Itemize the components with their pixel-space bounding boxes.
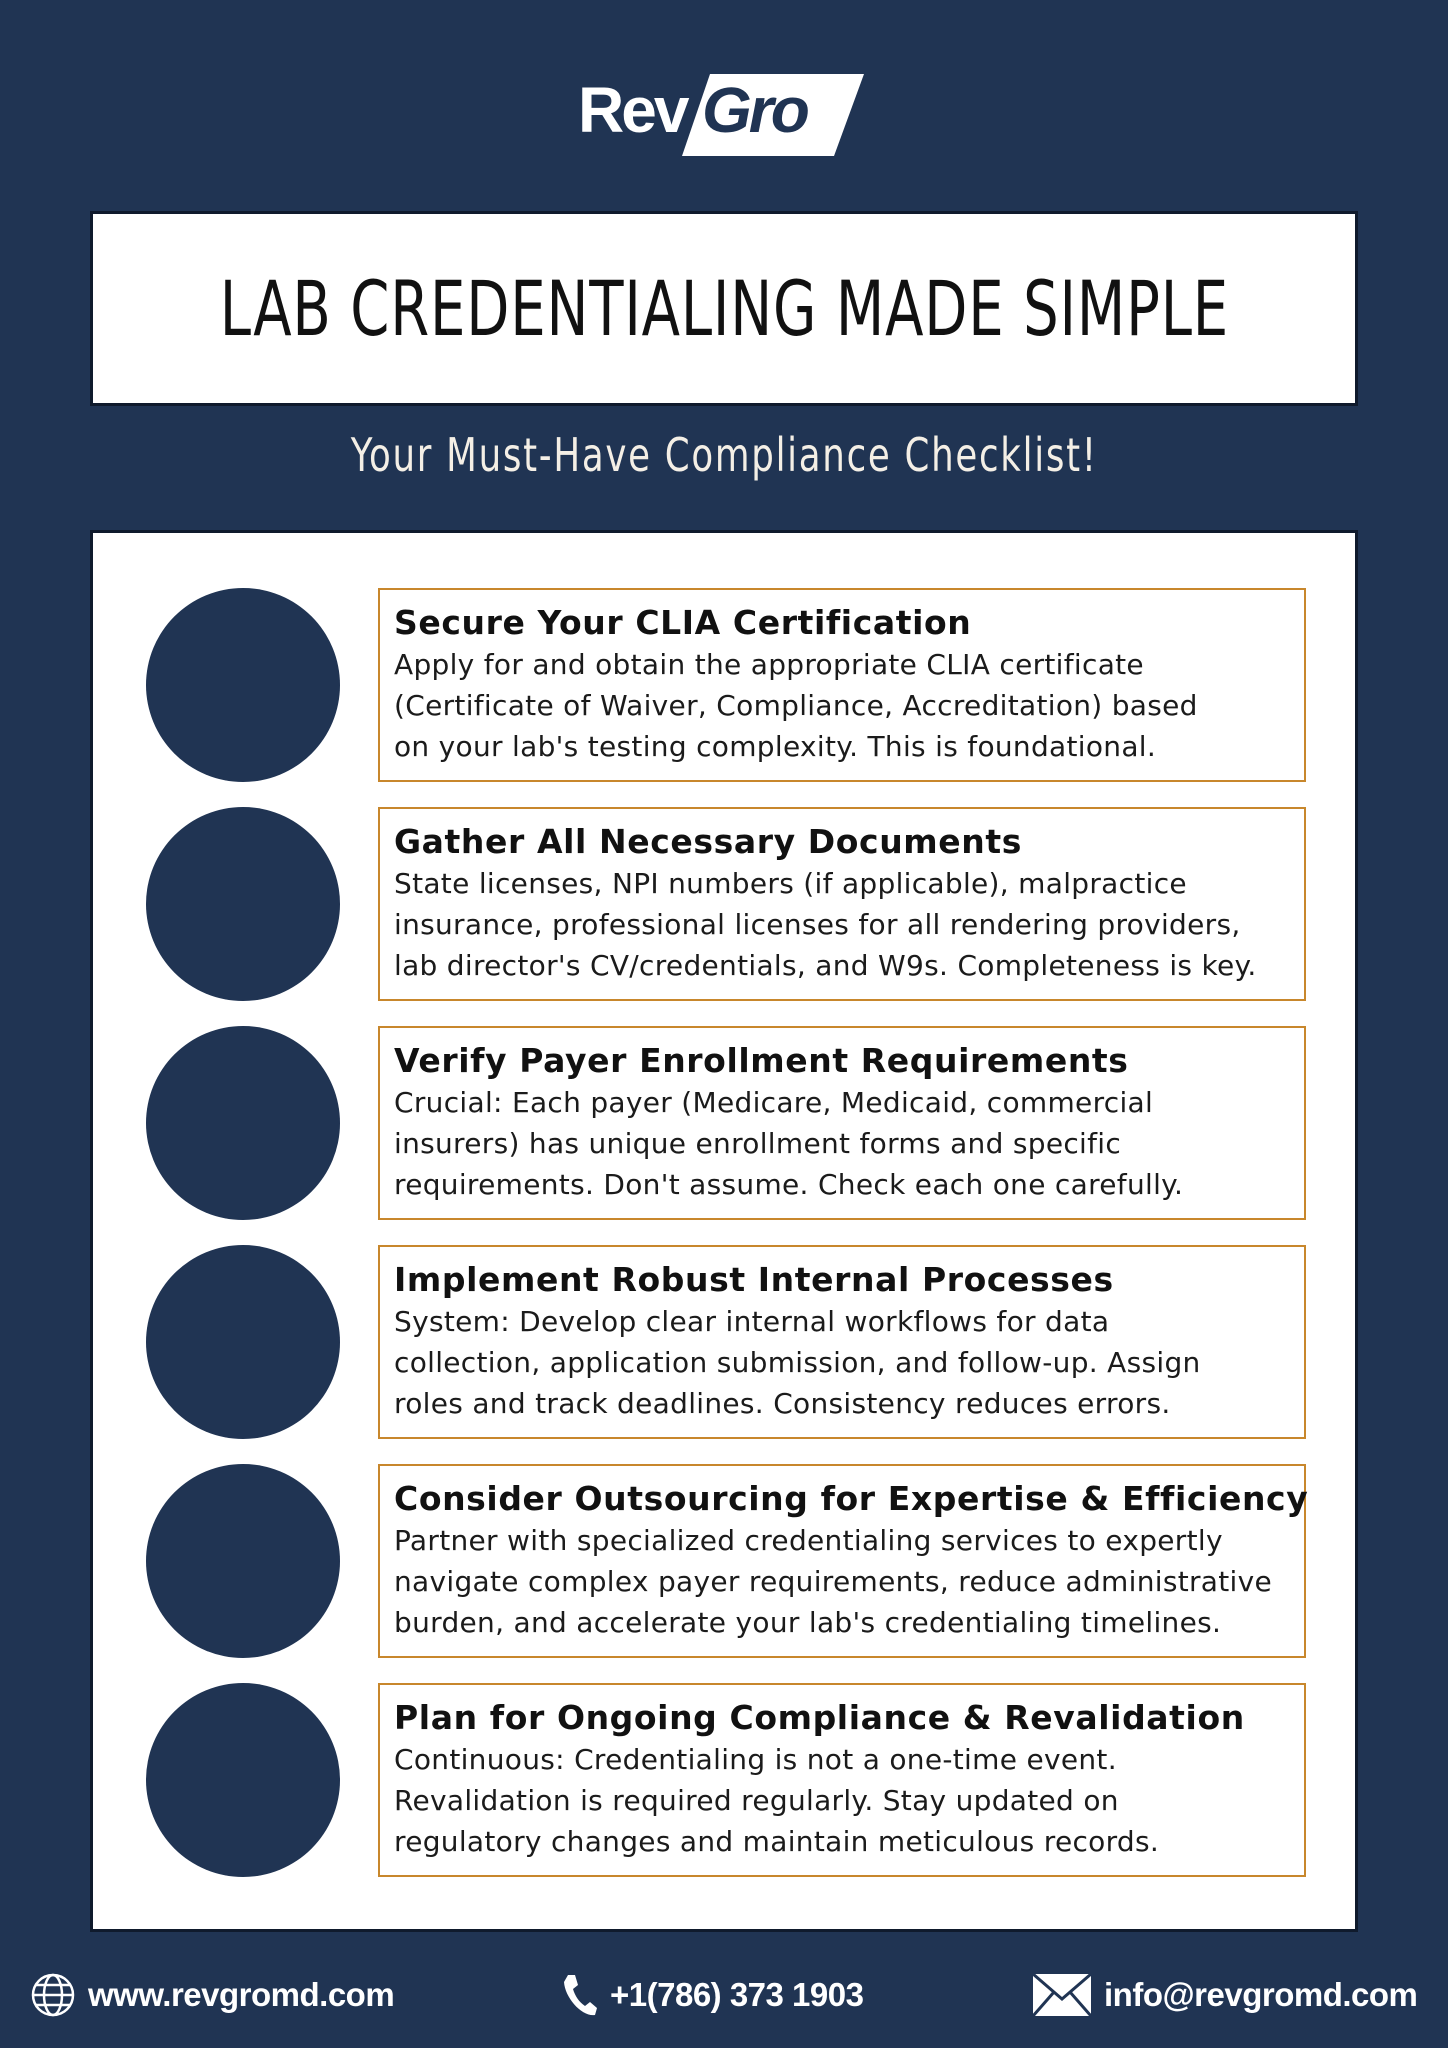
step-circle	[146, 1245, 340, 1439]
step-title: Consider Outsourcing for Expertise & Efficiency	[394, 1479, 1309, 1518]
step-line: Partner with specialized credentialing services to expertly	[394, 1524, 1223, 1557]
checklist-panel	[90, 530, 1358, 1932]
step-description	[394, 1520, 1290, 1643]
step-card	[378, 807, 1306, 1001]
subtitle-text: Your Must-Have Compliance Checklist!	[350, 428, 1098, 482]
logo-text-rev: Rev	[578, 74, 687, 146]
step-description	[394, 863, 1290, 986]
checklist-item	[93, 1026, 1355, 1222]
step-line: requirements. Don't assume. Check each one carefully.	[394, 1168, 1184, 1201]
step-line: insurers) has unique enrollment forms and specific	[394, 1127, 1122, 1160]
page-subtitle	[0, 428, 1448, 482]
step-title: Secure Your CLIA Certification	[394, 603, 972, 642]
checklist-item	[93, 588, 1355, 784]
step-title: Implement Robust Internal Processes	[394, 1260, 1114, 1299]
step-line: on your lab's testing complexity. This is foundational.	[394, 730, 1157, 763]
step-circle	[146, 1026, 340, 1220]
step-card	[378, 1464, 1309, 1658]
step-line: State licenses, NPI numbers (if applicable), malpractice	[394, 867, 1187, 900]
step-line: collection, application submission, and follow-up. Assign	[394, 1346, 1201, 1379]
step-line: insurance, professional licenses for all rendering providers,	[394, 908, 1241, 941]
step-line: (Certificate of Waiver, Compliance, Accreditation) based	[394, 689, 1198, 722]
step-circle	[146, 1464, 340, 1658]
step-line: burden, and accelerate your lab's credentialing timelines.	[394, 1606, 1222, 1639]
step-card	[378, 588, 1306, 782]
globe-icon	[30, 1972, 76, 2018]
step-line: System: Develop clear internal workflows for data	[394, 1305, 1110, 1338]
footer-email[interactable]	[1032, 1970, 1417, 2020]
step-card	[378, 1026, 1306, 1220]
step-card	[378, 1683, 1306, 1877]
step-line: Continuous: Credentialing is not a one-time event.	[394, 1743, 1117, 1776]
checklist-item	[93, 1464, 1355, 1660]
footer-website[interactable]	[30, 1970, 394, 2020]
step-line: lab director's CV/credentials, and W9s. Completeness is key.	[394, 949, 1257, 982]
step-title: Verify Payer Enrollment Requirements	[394, 1041, 1129, 1080]
envelope-icon	[1032, 1973, 1092, 2017]
logo-text-gro: Gro	[702, 74, 807, 146]
checklist-item	[93, 1245, 1355, 1441]
step-description	[394, 1301, 1290, 1424]
revgro-logo	[578, 66, 864, 160]
checklist-item	[93, 1683, 1355, 1879]
email-address[interactable]: info@revgromd.com	[1104, 1976, 1418, 2013]
step-title: Gather All Necessary Documents	[394, 822, 1022, 861]
step-circle	[146, 1683, 340, 1877]
step-circle	[146, 807, 340, 1001]
step-line: Revalidation is required regularly. Stay updated on	[394, 1784, 1119, 1817]
step-circle	[146, 588, 340, 782]
step-description	[394, 1739, 1290, 1862]
checklist-item	[93, 807, 1355, 1003]
website-link[interactable]: www.revgromd.com	[88, 1976, 395, 2013]
step-description	[394, 1082, 1290, 1205]
step-card	[378, 1245, 1306, 1439]
phone-number[interactable]: +1(786) 373 1903	[610, 1976, 864, 2013]
title-box	[90, 211, 1358, 406]
step-line: Apply for and obtain the appropriate CLIA certificate	[394, 648, 1144, 681]
step-title: Plan for Ongoing Compliance & Revalidation	[394, 1698, 1245, 1737]
step-line: navigate complex payer requirements, reduce administrative	[394, 1565, 1273, 1598]
step-line: regulatory changes and maintain meticulous records.	[394, 1825, 1160, 1858]
footer-phone[interactable]	[560, 1970, 863, 2020]
step-line: roles and track deadlines. Consistency reduces errors.	[394, 1387, 1171, 1420]
page-title: LAB CREDENTIALING MADE SIMPLE	[219, 264, 1229, 353]
step-line: Crucial: Each payer (Medicare, Medicaid, commercial	[394, 1086, 1154, 1119]
step-description	[394, 644, 1290, 767]
phone-icon	[560, 1972, 598, 2018]
